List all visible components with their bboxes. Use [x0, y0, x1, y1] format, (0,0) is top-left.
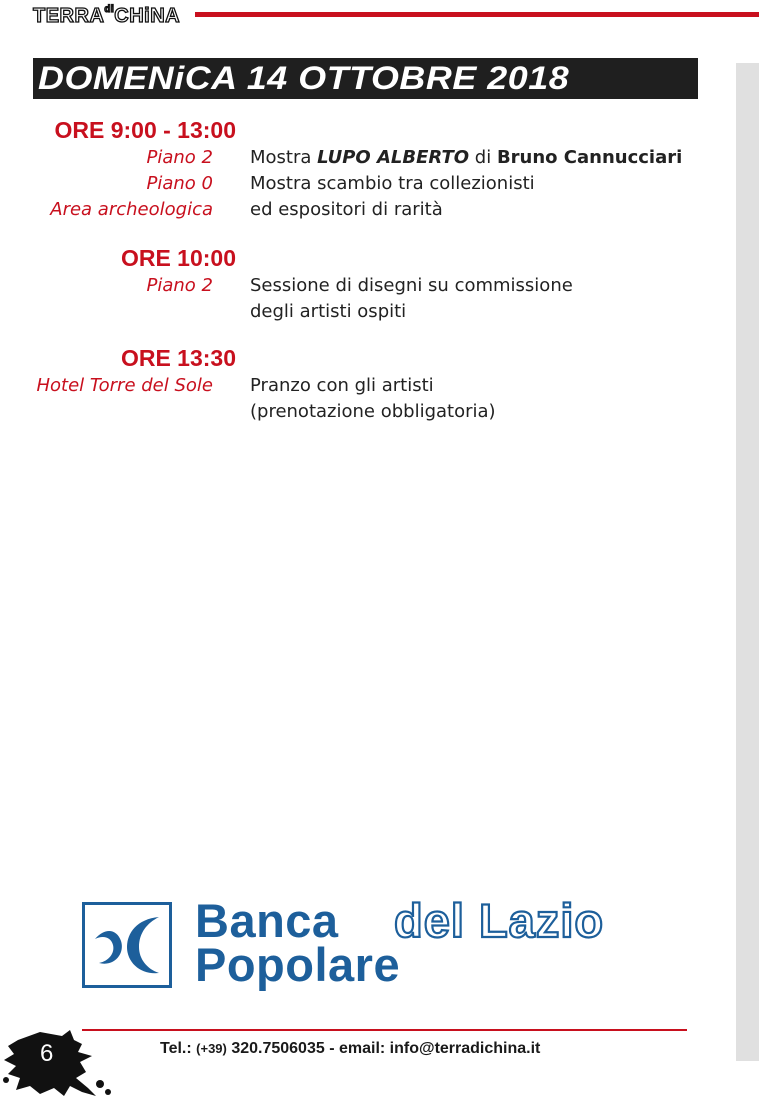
schedule-place: Piano 2 — [146, 275, 213, 296]
ink-splat-icon — [0, 1026, 120, 1100]
brand-logo — [33, 3, 180, 29]
side-bar — [736, 63, 759, 1061]
schedule-place: Hotel Torre del Sole — [36, 375, 213, 396]
schedule-row — [0, 299, 736, 325]
schedule-place: Area archeologica — [50, 199, 213, 220]
schedule-place: Piano 2 — [146, 147, 213, 168]
schedule-row — [0, 373, 736, 399]
schedule-row — [0, 273, 736, 299]
schedule-description: degli artisti ospiti — [250, 301, 407, 322]
footer-rule — [82, 1029, 687, 1031]
slot-time: ORE 10:00 — [120, 245, 236, 271]
schedule-row — [0, 399, 736, 425]
tel-label: Tel.: — [160, 1040, 197, 1057]
brand-logo-di: di — [104, 4, 115, 15]
artist-name: Bruno Cannucciari — [496, 147, 683, 168]
day-title: DOMENiCA 14 OTTOBRE 2018 — [38, 60, 570, 96]
slot-time: ORE 13:30 — [120, 345, 236, 371]
bank-name-line2: Popolare — [195, 938, 401, 991]
page-number: 6 — [40, 1040, 54, 1067]
sponsor-logo — [82, 894, 662, 992]
schedule-row — [0, 197, 736, 223]
contact-details: 320.7506035 - email: info@terradichina.it — [226, 1040, 541, 1057]
tel-prefix: (+39) — [196, 1041, 227, 1056]
description-part: Mostra — [250, 147, 318, 168]
schedule-place: Piano 0 — [146, 173, 213, 194]
schedule-row — [0, 145, 736, 171]
header-rule — [195, 12, 759, 17]
schedule-description: ed espositori di rarità — [250, 199, 443, 220]
brand-logo-china: CHiNA — [114, 5, 181, 27]
description-part: di — [469, 147, 497, 168]
bank-name-line1: Banca — [195, 894, 339, 947]
contact-line — [160, 1040, 540, 1058]
slot-time: ORE 9:00 - 13:00 — [54, 117, 236, 143]
bank-name-outline: del Lazio — [394, 894, 605, 947]
schedule-description: Pranzo con gli artisti — [250, 375, 434, 396]
schedule-description: (prenotazione obbligatoria) — [250, 401, 496, 422]
schedule-description: Mostra scambio tra collezionisti — [250, 173, 535, 194]
schedule-row — [0, 171, 736, 197]
exhibit-title: LUPO ALBERTO — [317, 147, 470, 168]
brand-logo-terra: TERRA — [33, 5, 105, 27]
schedule-description — [250, 145, 682, 171]
bank-emblem-icon — [82, 902, 172, 988]
schedule-description: Sessione di disegni su commissione — [250, 275, 573, 296]
